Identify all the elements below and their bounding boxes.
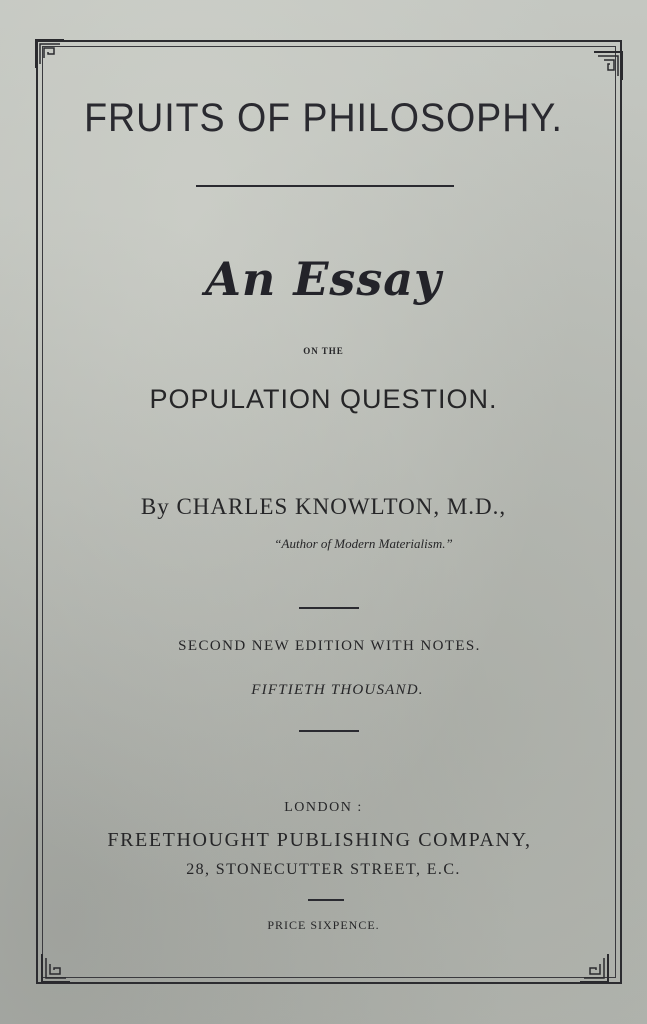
publication-place: LONDON :: [284, 800, 363, 815]
edition-note: SECOND NEW EDITION WITH NOTES.: [178, 638, 481, 654]
on-the-label: ON THE: [303, 346, 344, 356]
subtitle: An Essay: [205, 252, 442, 306]
printing-note: FIFTIETH THOUSAND.: [251, 682, 424, 698]
section-rule: [299, 607, 359, 609]
author-credential: “Author of Modern Materialism.”: [274, 536, 453, 551]
price-label: PRICE SIXPENCE.: [267, 918, 380, 932]
publisher-name: FREETHOUGHT PUBLISHING COMPANY,: [107, 829, 532, 851]
publisher-address: 28, STONECUTTER STREET, E.C.: [186, 861, 461, 878]
corner-ornament-icon: [578, 952, 610, 984]
section-rule: [299, 730, 359, 732]
title-rule: [196, 185, 454, 187]
corner-ornament-icon: [40, 952, 72, 984]
author-by-label: By: [140, 494, 170, 519]
page-title: FRUITS OF PHILOSOPHY.: [84, 96, 563, 140]
price-rule: [308, 899, 344, 901]
topic-heading: POPULATION QUESTION.: [149, 384, 498, 414]
corner-ornament-icon: [34, 38, 66, 70]
corner-ornament-icon: [592, 50, 624, 82]
author-name: CHARLES KNOWLTON, M.D.,: [176, 494, 507, 519]
author-line: [0, 494, 647, 520]
